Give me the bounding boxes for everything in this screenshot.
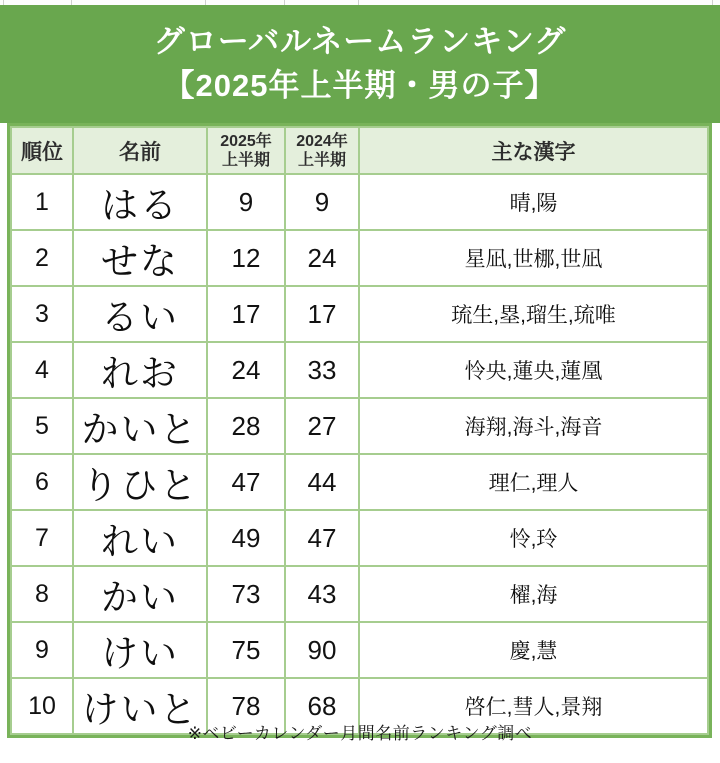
header-2025-half-label: 上半期 — [221, 151, 270, 169]
name-cell: りひと — [73, 454, 207, 510]
title-banner — [0, 5, 720, 123]
name-cell: るい — [73, 286, 207, 342]
rank-cell: 3 — [11, 286, 73, 342]
table-row — [11, 566, 708, 622]
rank-cell: 10 — [11, 678, 73, 734]
header-rank: 順位 — [11, 127, 73, 174]
name-cell: はる — [73, 174, 207, 230]
rank-2024-cell: 9 — [285, 174, 359, 230]
rank-2024-cell: 33 — [285, 342, 359, 398]
name-cell: けいと — [73, 678, 207, 734]
rank-cell: 5 — [11, 398, 73, 454]
kanji-cell: 星凪,世梛,世凪 — [359, 230, 708, 286]
rank-cell: 1 — [11, 174, 73, 230]
page-title-line2: 【2025年上半期・男の子】 — [163, 68, 557, 103]
name-cell: れお — [73, 342, 207, 398]
kanji-cell: 啓仁,彗人,景翔 — [359, 678, 708, 734]
table-row — [11, 174, 708, 230]
table-row — [11, 622, 708, 678]
kanji-cell: 怜,玲 — [359, 510, 708, 566]
table-row — [11, 454, 708, 510]
header-2024-first-half — [285, 127, 359, 174]
ranking-table — [10, 126, 709, 735]
rank-2024-cell: 43 — [285, 566, 359, 622]
rank-2025-cell: 49 — [207, 510, 285, 566]
page-title-line1: グローバルネームランキング — [153, 24, 567, 59]
kanji-cell: 晴,陽 — [359, 174, 708, 230]
ranking-table-container — [7, 123, 712, 738]
rank-2025-cell: 12 — [207, 230, 285, 286]
rank-2024-cell: 44 — [285, 454, 359, 510]
kanji-cell: 怜央,蓮央,蓮凰 — [359, 342, 708, 398]
rank-2024-cell: 68 — [285, 678, 359, 734]
rank-2025-cell: 24 — [207, 342, 285, 398]
table-row — [11, 510, 708, 566]
rank-2025-cell: 47 — [207, 454, 285, 510]
rank-cell: 9 — [11, 622, 73, 678]
table-header-row — [11, 127, 708, 174]
kanji-cell: 理仁,理人 — [359, 454, 708, 510]
header-2025-year-label: 2025年 — [220, 132, 272, 150]
rank-2025-cell: 9 — [207, 174, 285, 230]
header-2024-year-label: 2024年 — [296, 132, 348, 150]
name-cell: せな — [73, 230, 207, 286]
kanji-cell: 櫂,海 — [359, 566, 708, 622]
kanji-cell: 慶,慧 — [359, 622, 708, 678]
header-2024-half-label: 上半期 — [297, 151, 346, 169]
rank-2025-cell: 78 — [207, 678, 285, 734]
source-note: ※ベビーカレンダー月間名前ランキング調べ — [187, 724, 533, 743]
rank-2025-cell: 73 — [207, 566, 285, 622]
rank-cell: 2 — [11, 230, 73, 286]
name-cell: れい — [73, 510, 207, 566]
rank-cell: 6 — [11, 454, 73, 510]
rank-2025-cell: 28 — [207, 398, 285, 454]
name-cell: かいと — [73, 398, 207, 454]
table-row — [11, 398, 708, 454]
header-2025-first-half — [207, 127, 285, 174]
rank-2025-cell: 75 — [207, 622, 285, 678]
rank-2024-cell: 17 — [285, 286, 359, 342]
kanji-cell: 琉生,塁,瑠生,琉唯 — [359, 286, 708, 342]
rank-2025-cell: 17 — [207, 286, 285, 342]
rank-cell: 8 — [11, 566, 73, 622]
rank-2024-cell: 24 — [285, 230, 359, 286]
table-row — [11, 342, 708, 398]
kanji-cell: 海翔,海斗,海音 — [359, 398, 708, 454]
table-row — [11, 286, 708, 342]
rank-cell: 4 — [11, 342, 73, 398]
header-kanji: 主な漢字 — [359, 127, 708, 174]
name-cell: けい — [73, 622, 207, 678]
header-name: 名前 — [73, 127, 207, 174]
table-row — [11, 230, 708, 286]
rank-2024-cell: 47 — [285, 510, 359, 566]
rank-2024-cell: 27 — [285, 398, 359, 454]
rank-2024-cell: 90 — [285, 622, 359, 678]
rank-cell: 7 — [11, 510, 73, 566]
name-cell: かい — [73, 566, 207, 622]
